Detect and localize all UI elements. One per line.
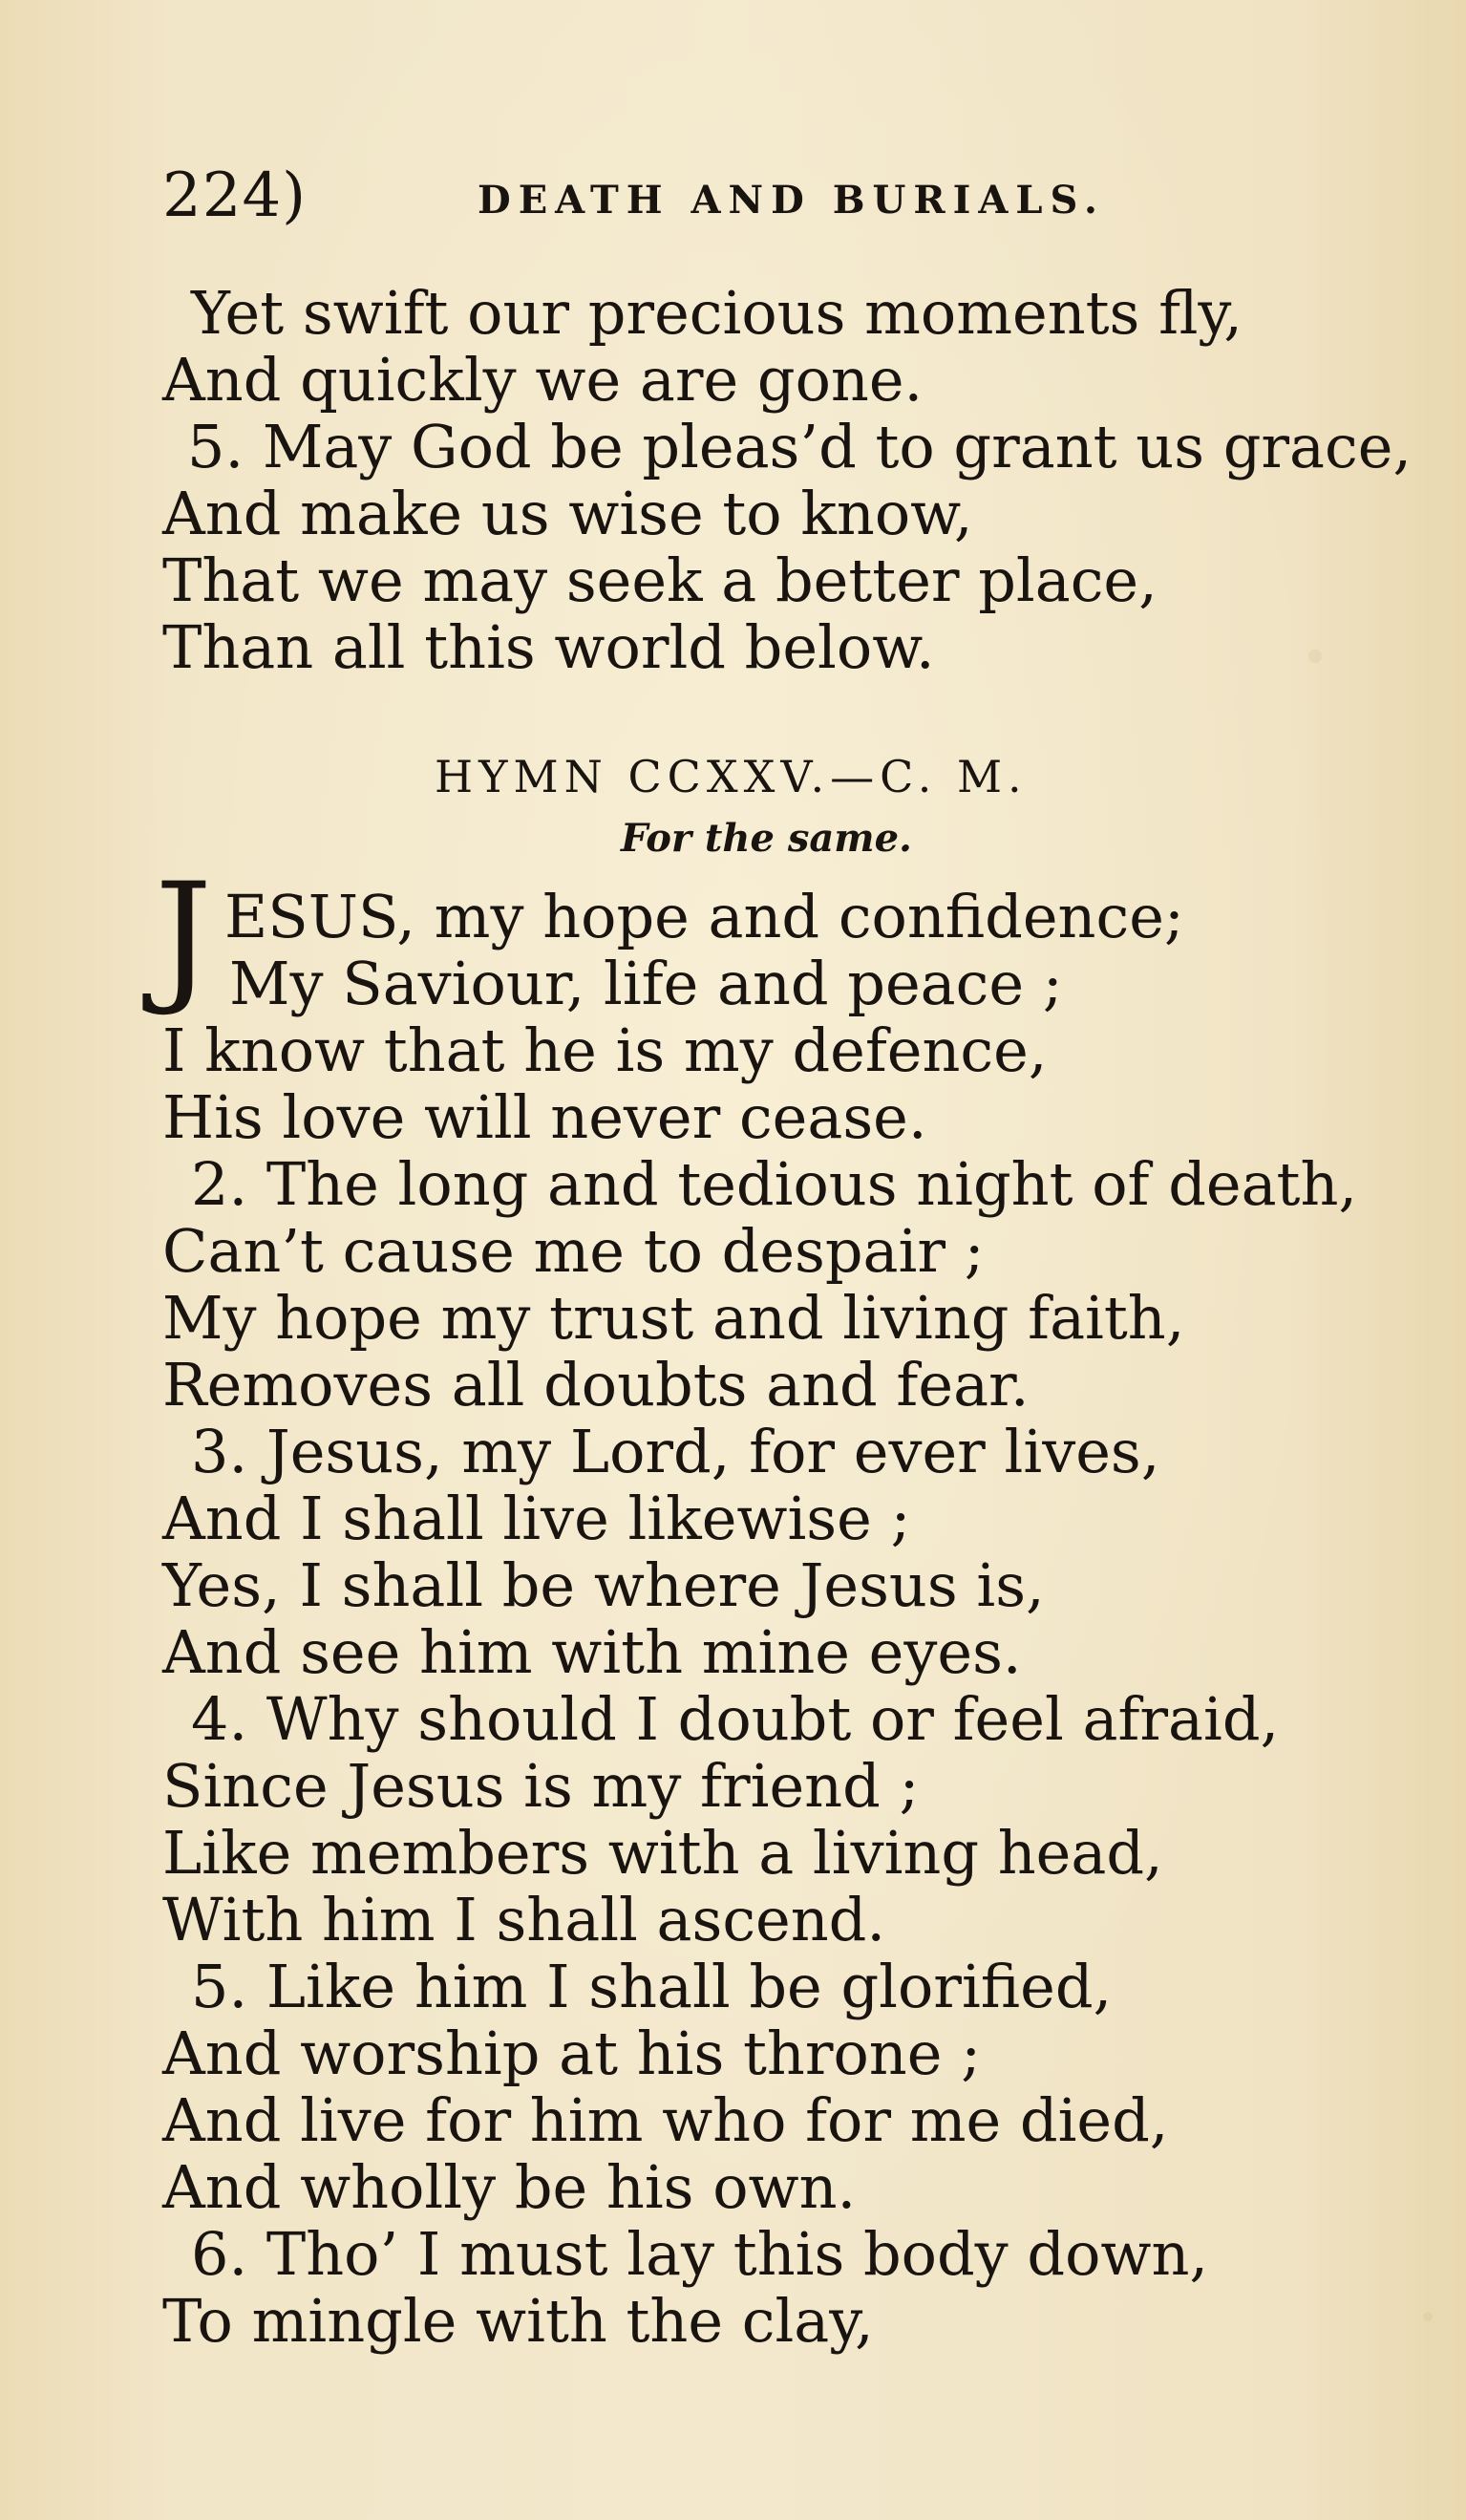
verse-line: And wholly be his own. [162,2152,857,2222]
verse-line: 6. Tho’ I must lay this body down, [191,2219,1209,2289]
verse-line: And see him with mine eyes. [162,1617,1022,1687]
hymn-occasion: For the same. [621,816,912,861]
page-number: 224) [162,160,308,231]
verse-line: And worship at his throne ; [162,2018,982,2088]
verse-line: To mingle with the clay, [162,2286,874,2356]
running-head: DEATH AND BURIALS. [478,178,1105,223]
verse-line: Since Jesus is my friend ; [162,1751,920,1821]
verse-line: 5. Like him I shall be glorified, [191,1952,1113,2021]
drop-cap: J [155,853,213,1019]
verse-line: My hope my trust and living faith, [162,1283,1185,1353]
verse-line: Yes, I shall be where Jesus is, [162,1550,1045,1620]
verse-line: Than all this world below. [162,612,935,682]
verse-line: 5. May God be pleas’d to grant us grace, [187,412,1413,481]
verse-line: My Saviour, life and peace ; [229,949,1063,1018]
verse-line: With him I shall ascend. [162,1885,886,1954]
paper-stain [1308,650,1322,663]
verse-line: His love will never cease. [162,1082,927,1152]
hymn-title: HYMN CCXXV.—C. M. [435,751,1028,802]
paper-stain [1423,2312,1433,2321]
verse-line: Can’t cause me to despair ; [162,1216,985,1286]
verse-line: 3. Jesus, my Lord, for ever lives, [191,1417,1160,1486]
verse-line: And I shall live likewise ; [162,1484,911,1553]
verse-line: Yet swift our precious moments fly, [191,278,1243,348]
verse-line: I know that he is my defence, [162,1015,1048,1085]
verse-line: That we may seek a better place, [162,545,1158,615]
verse-line: And live for him who for me died, [162,2085,1169,2155]
verse-line: Like members with a living head, [162,1818,1163,1888]
verse-line: 2. The long and tedious night of death, [191,1149,1358,1219]
verse-line: And quickly we are gone. [162,345,924,415]
verse-line: Removes all doubts and fear. [162,1350,1030,1420]
verse-line-first: ESUS, my hope and confidence; [224,882,1184,951]
page-header [162,153,1117,239]
verse-line: 4. Why should I doubt or feel afraid, [191,1684,1280,1754]
verse-line: And make us wise to know, [162,479,973,548]
